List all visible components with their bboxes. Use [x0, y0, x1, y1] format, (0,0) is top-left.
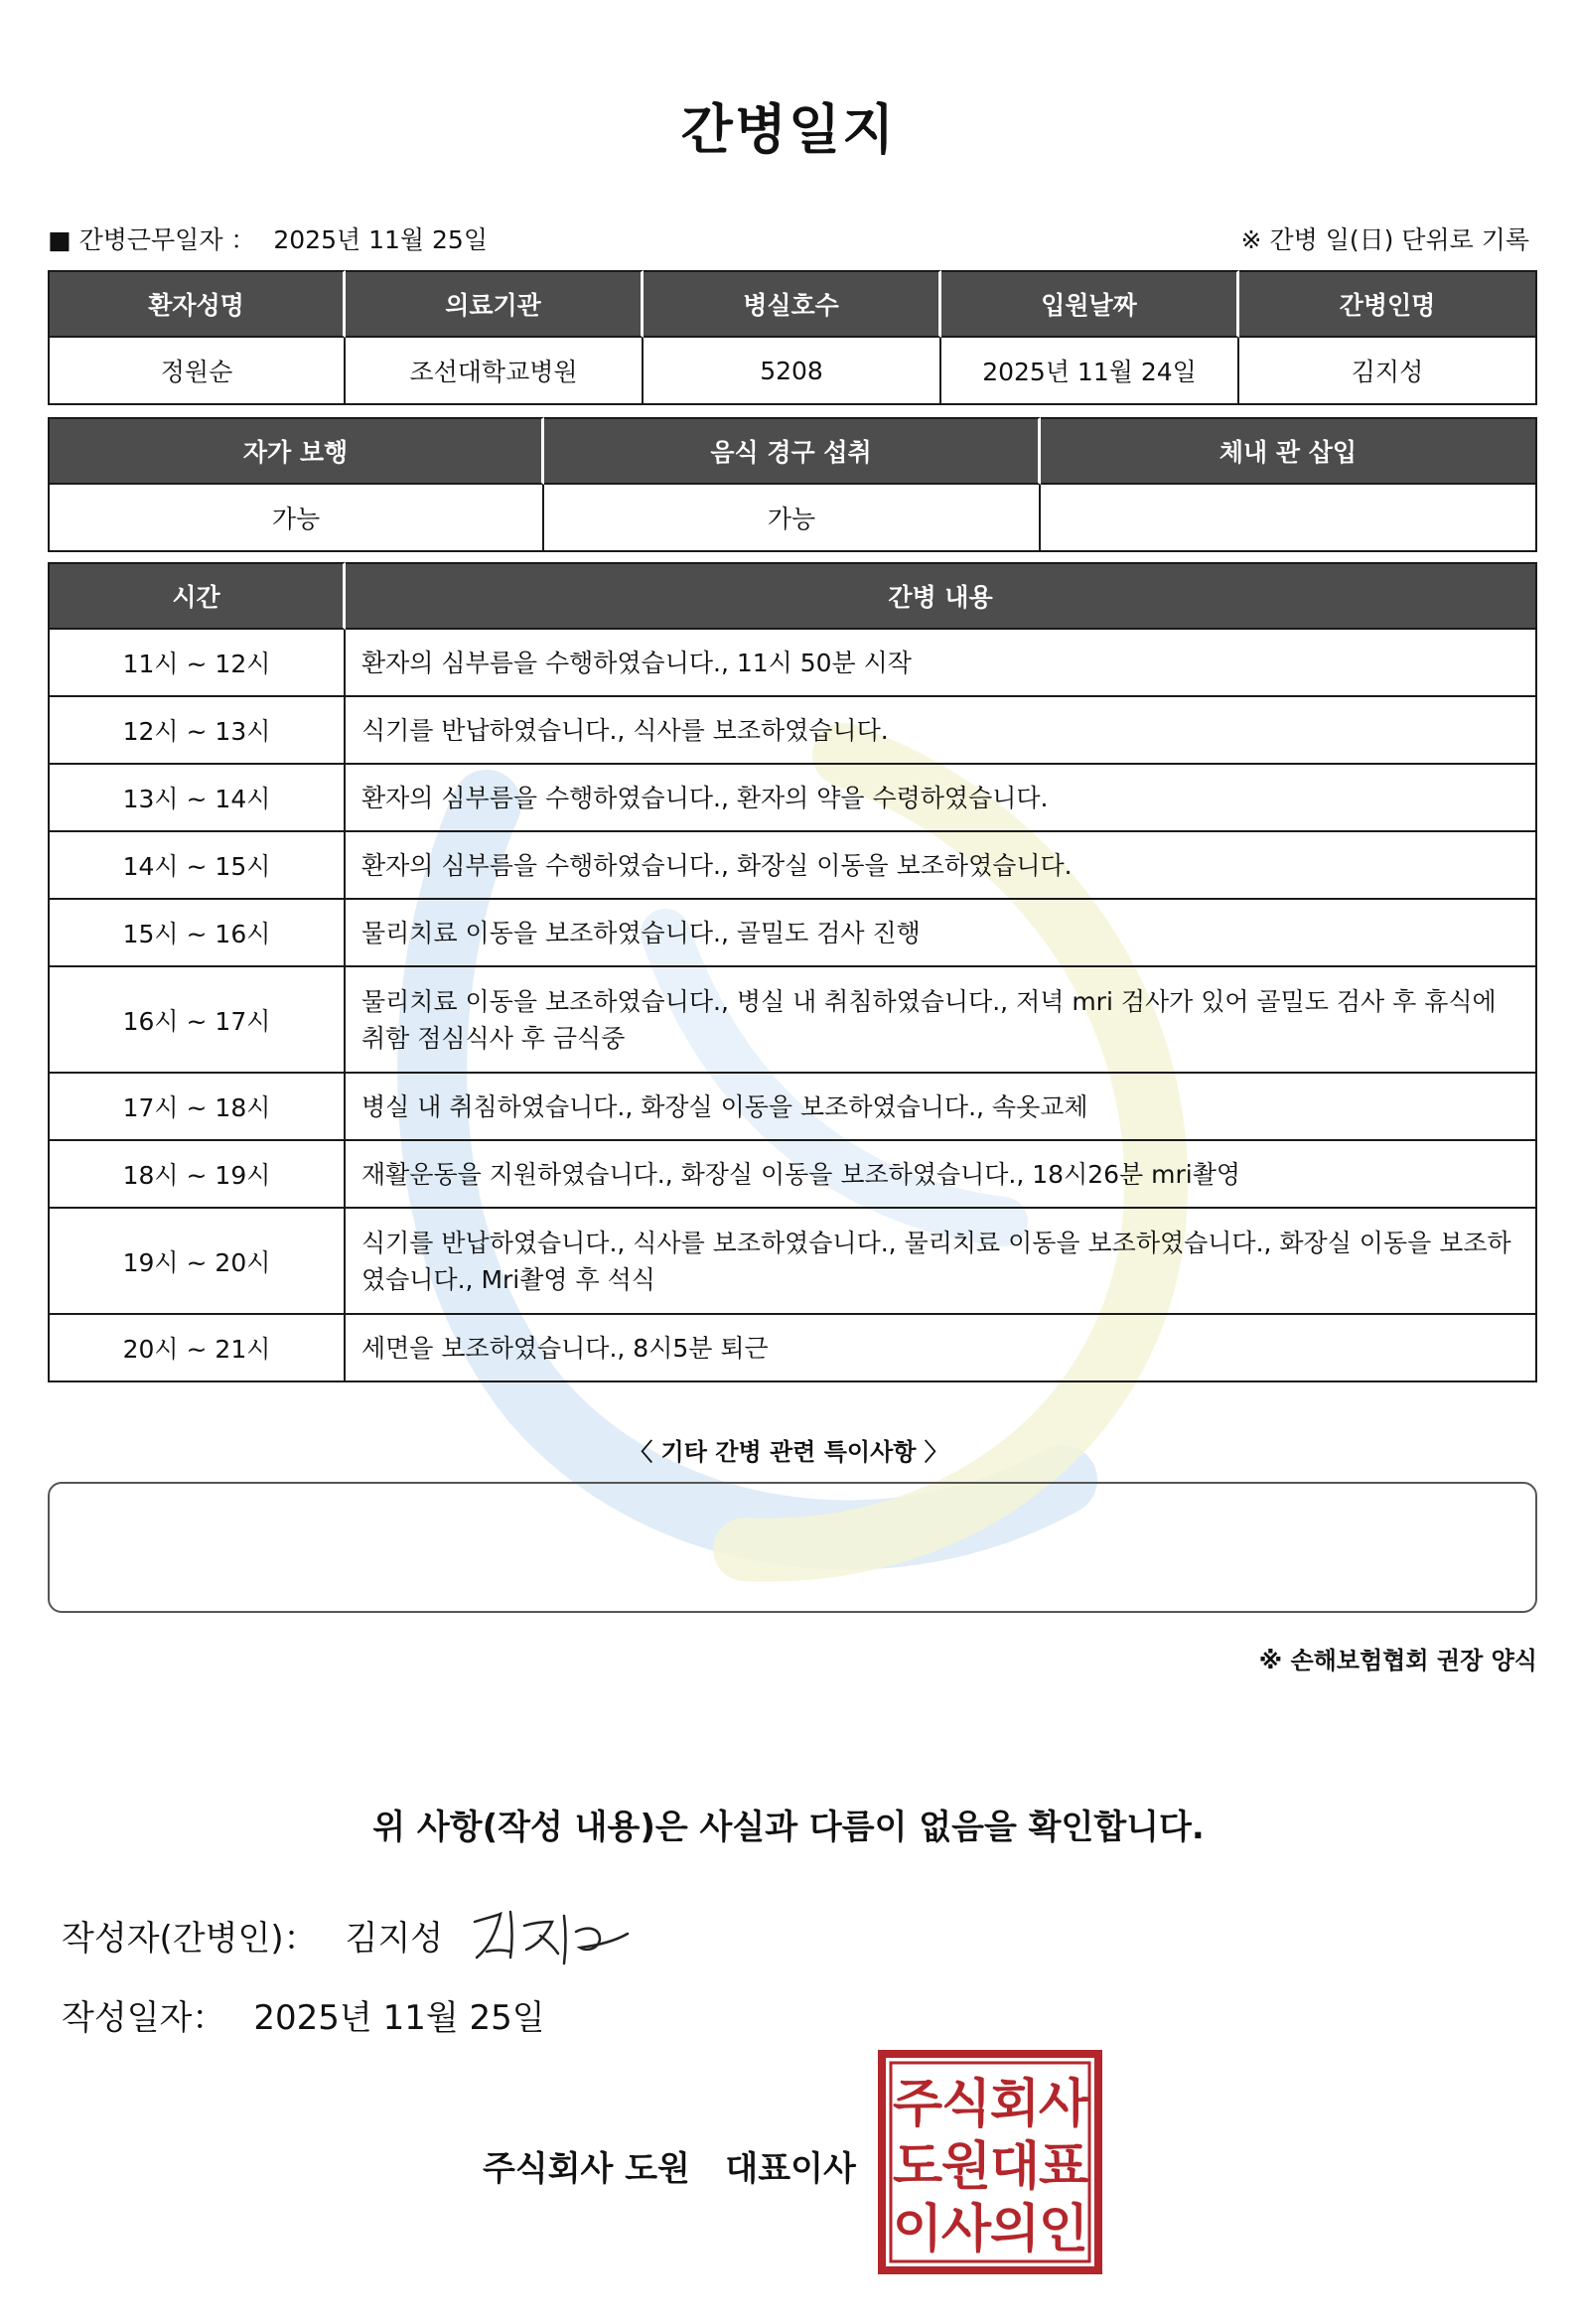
header-patient-name: 환자성명	[48, 270, 346, 338]
care-content: 세면을 보조하였습니다., 8시5분 퇴근	[346, 1315, 1537, 1382]
care-header-row	[48, 562, 1537, 630]
patient-status-table	[48, 417, 1537, 552]
care-time: 18시 ~ 19시	[48, 1141, 346, 1209]
svg-text:인: 인	[1038, 2200, 1089, 2259]
care-content: 환자의 심부름을 수행하였습니다., 환자의 약을 수령하였습니다.	[346, 765, 1537, 832]
patient-value-row	[48, 338, 1537, 405]
care-content: 물리치료 이동을 보조하였습니다., 병실 내 취침하였습니다., 저녁 mri 검사가 있어 골밀도 검사 후 휴식에 취함 점심식사 후 금식중	[346, 967, 1537, 1074]
care-content: 환자의 심부름을 수행하였습니다., 11시 50분 시작	[346, 630, 1537, 697]
status-header-row	[48, 417, 1537, 485]
oral-intake-status: 가능	[544, 485, 1041, 552]
header-caregiver: 간병인명	[1239, 270, 1537, 338]
table-row	[48, 1209, 1537, 1315]
care-time: 19시 ~ 20시	[48, 1209, 346, 1315]
company-seal-icon	[878, 2050, 1102, 2274]
work-date-value: 2025년 11월 25일	[273, 225, 488, 254]
writer-row	[62, 1911, 443, 1960]
table-row	[48, 765, 1537, 832]
written-date-row	[62, 1990, 545, 2039]
header-care-content: 간병 내용	[346, 562, 1537, 630]
header-tube-insertion: 체내 관 삽입	[1041, 417, 1537, 485]
svg-text:주: 주	[892, 2075, 943, 2134]
care-content: 식기를 반납하였습니다., 식사를 보조하였습니다.	[346, 697, 1537, 765]
admission-date: 2025년 11월 24일	[941, 338, 1239, 405]
care-time: 14시 ~ 15시	[48, 832, 346, 900]
work-date-label: ■ 간병근무일자 ：	[48, 225, 256, 254]
written-date-label: 작성일자：	[62, 1998, 226, 2038]
table-row	[48, 832, 1537, 900]
svg-text:대: 대	[989, 2137, 1041, 2197]
writer-name: 김지성	[345, 1919, 444, 1959]
patient-header-row	[48, 270, 1537, 338]
remarks-title: 〈 기타 간병 관련 특이사항 〉	[629, 1438, 948, 1466]
room-number: 5208	[644, 338, 941, 405]
care-content: 식기를 반납하였습니다., 식사를 보조하였습니다., 물리치료 이동을 보조하였습니다., 화장실 이동을 보조하였습니다., Mri촬영 후 석식	[346, 1209, 1537, 1315]
writer-label: 작성자(간병인)：	[62, 1919, 318, 1959]
written-date-value: 2025년 11월 25일	[253, 1998, 545, 2038]
care-content: 재활운동을 지원하였습니다., 화장실 이동을 보조하였습니다., 18시26분 mri촬영	[346, 1141, 1537, 1209]
tube-insertion-status	[1041, 485, 1537, 552]
table-row	[48, 1074, 1537, 1141]
company-representative: 주식회사 도원 대표이사	[483, 2149, 856, 2189]
svg-text:회: 회	[989, 2075, 1041, 2134]
work-date	[48, 220, 498, 256]
header-oral-intake: 음식 경구 섭취	[544, 417, 1041, 485]
header-time: 시간	[48, 562, 346, 630]
care-content: 물리치료 이동을 보조하였습니다., 골밀도 검사 진행	[346, 900, 1537, 967]
care-time: 13시 ~ 14시	[48, 765, 346, 832]
page-title: 간병일지	[680, 98, 897, 161]
care-content: 환자의 심부름을 수행하였습니다., 화장실 이동을 보조하였습니다.	[346, 832, 1537, 900]
care-time: 20시 ~ 21시	[48, 1315, 346, 1382]
table-row	[48, 900, 1537, 967]
table-row	[48, 1141, 1537, 1209]
care-time: 16시 ~ 17시	[48, 967, 346, 1074]
confirmation-statement: 위 사항(작성 내용)은 사실과 다름이 없음을 확인합니다.	[372, 1808, 1205, 1847]
caregiver-name: 김지성	[1239, 338, 1537, 405]
table-row	[48, 697, 1537, 765]
remarks-box	[48, 1482, 1537, 1613]
hospital-name: 조선대학교병원	[346, 338, 644, 405]
status-value-row	[48, 485, 1537, 552]
work-date-row	[48, 218, 1529, 258]
patient-info-table	[48, 270, 1537, 405]
header-walking: 자가 보행	[48, 417, 544, 485]
svg-text:도: 도	[892, 2137, 943, 2197]
svg-text:의: 의	[989, 2200, 1041, 2259]
svg-text:사: 사	[940, 2200, 992, 2259]
table-row	[48, 630, 1537, 697]
svg-text:식: 식	[940, 2075, 992, 2134]
walking-status: 가능	[48, 485, 544, 552]
table-row	[48, 1315, 1537, 1382]
svg-text:표: 표	[1038, 2137, 1089, 2197]
header-admission-date: 입원날짜	[941, 270, 1239, 338]
signature-icon	[467, 1892, 636, 1971]
svg-text:원: 원	[940, 2137, 992, 2197]
care-time: 17시 ~ 18시	[48, 1074, 346, 1141]
care-content: 병실 내 취침하였습니다., 화장실 이동을 보조하였습니다., 속옷교체	[346, 1074, 1537, 1141]
header-room: 병실호수	[644, 270, 941, 338]
unit-note: ※ 간병 일(日) 단위로 기록	[1240, 225, 1529, 254]
svg-text:이: 이	[892, 2200, 943, 2259]
table-row	[48, 967, 1537, 1074]
patient-name: 정원순	[48, 338, 346, 405]
care-time: 15시 ~ 16시	[48, 900, 346, 967]
form-footnote: ※ 손해보험협회 권장 양식	[1258, 1647, 1537, 1674]
care-time: 11시 ~ 12시	[48, 630, 346, 697]
header-hospital: 의료기관	[346, 270, 644, 338]
care-log-table	[48, 562, 1537, 1382]
svg-text:사: 사	[1038, 2075, 1089, 2134]
care-time: 12시 ~ 13시	[48, 697, 346, 765]
